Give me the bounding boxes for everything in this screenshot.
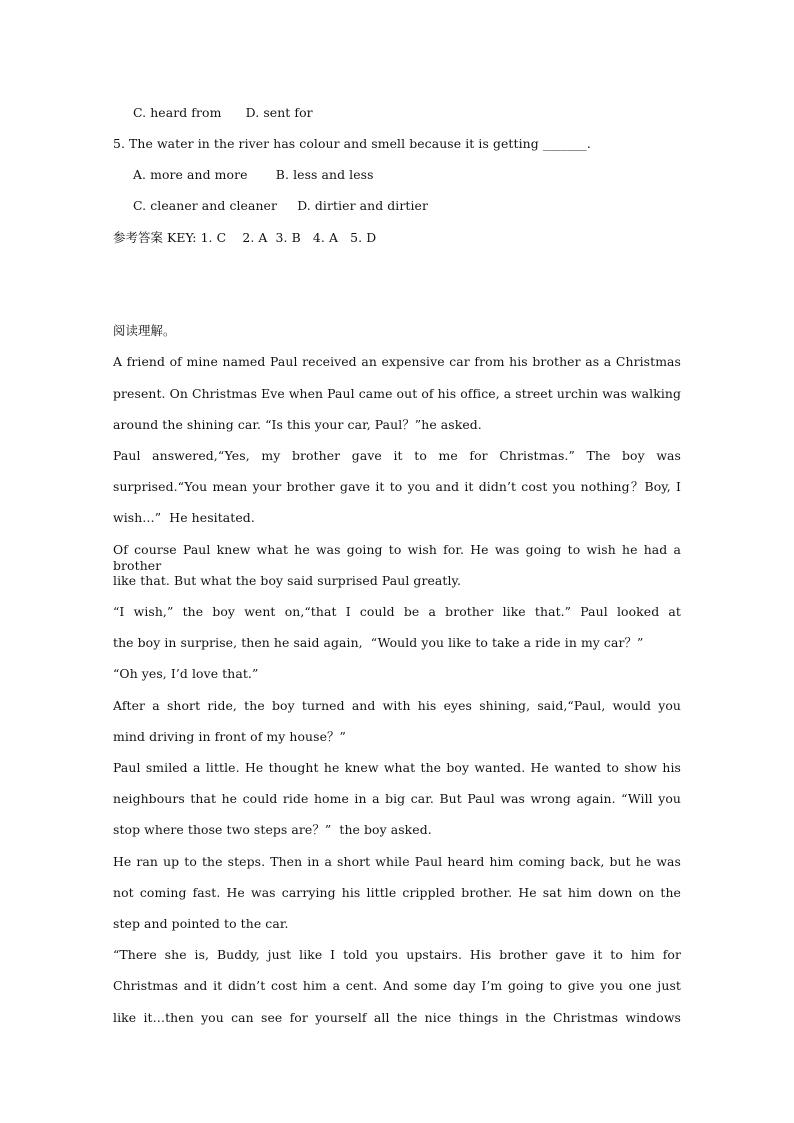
reading-line: “Oh yes, I’d love that.” bbox=[113, 666, 259, 681]
reading-line: neighbours that he could ride home in a big car. But Paul was wrong again. “Will you bbox=[113, 791, 681, 806]
reading-line: A friend of mine named Paul received an expensive car from his brother as a Christmas bbox=[113, 354, 681, 369]
reading-line: around the shining car. “Is this your car, Paul？”he asked. bbox=[113, 417, 482, 432]
question-4-options-cd: C. heard from D. sent for bbox=[133, 105, 313, 120]
reading-line: “I wish,” the boy went on,“that I could be a brother like that.” Paul looked at bbox=[113, 604, 681, 619]
reading-line: Paul answered,“Yes, my brother gave it to me for Christmas.” The boy was bbox=[113, 448, 681, 463]
question-5-text: 5. The water in the river has colour and smell because it is getting _______. bbox=[113, 136, 591, 151]
reading-line: After a short ride, the boy turned and with his eyes shining, said,“Paul, would you bbox=[113, 698, 681, 713]
reading-line: like that. But what the boy said surprised Paul greatly. bbox=[113, 573, 462, 588]
reading-line: Of course Paul knew what he was going to wish for. He was going to wish he had a brother bbox=[113, 542, 681, 573]
reading-line: like it…then you can see for yourself all the nice things in the Christmas windows bbox=[113, 1010, 681, 1025]
reading-heading: 阅读理解。 bbox=[113, 323, 176, 338]
answer-key: 参考答案 KEY: 1. C 2. A 3. B 4. A 5. D bbox=[113, 230, 377, 245]
question-5-options-cd: C. cleaner and cleaner D. dirtier and dirtier bbox=[133, 198, 428, 213]
reading-line: surprised.“You mean your brother gave it to you and it didn’t cost you nothing？Boy, I bbox=[113, 479, 681, 494]
question-5-options-ab: A. more and more B. less and less bbox=[133, 167, 374, 182]
reading-line: stop where those two steps are？” the boy asked. bbox=[113, 822, 432, 837]
reading-line: Christmas and it didn’t cost him a cent. And some day I’m going to give you one just bbox=[113, 978, 681, 993]
reading-line: “There she is, Buddy, just like I told you upstairs. His brother gave it to him for bbox=[113, 947, 681, 962]
reading-line: step and pointed to the car. bbox=[113, 916, 289, 931]
reading-line: the boy in surprise, then he said again, “Would you like to take a ride in my car？” bbox=[113, 635, 644, 650]
reading-line: mind driving in front of my house？” bbox=[113, 729, 346, 744]
reading-line: not coming fast. He was carrying his little crippled brother. He sat him down on the bbox=[113, 885, 681, 900]
reading-line: He ran up to the steps. Then in a short while Paul heard him coming back, but he was bbox=[113, 854, 681, 869]
reading-line: present. On Christmas Eve when Paul came out of his office, a street urchin was walking bbox=[113, 386, 681, 401]
reading-line: wish…” He hesitated. bbox=[113, 510, 255, 525]
reading-line: Paul smiled a little. He thought he knew what the boy wanted. He wanted to show his bbox=[113, 760, 681, 775]
